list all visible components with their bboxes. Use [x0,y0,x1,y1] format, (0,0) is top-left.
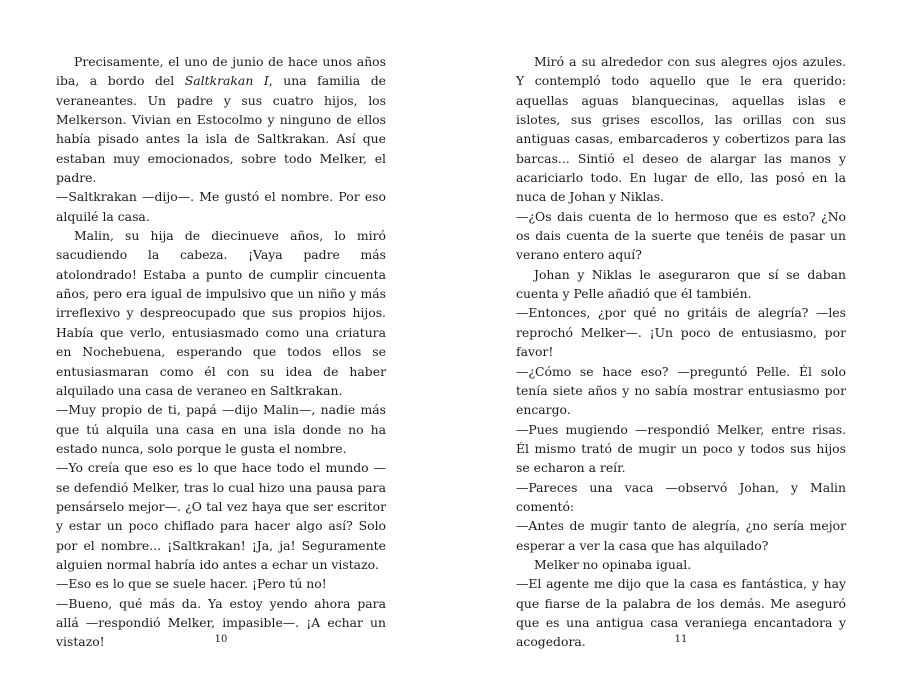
paragraph: —Bueno, qué más da. Ya estoy yendo ahora para allá —respondió Melker, impasible—. ¡A echar un vistazo! [56,595,386,650]
paragraph: Melker no opinaba igual. [534,556,692,572]
page-number-right: 11 [674,634,688,645]
paragraph: —El agente me dijo que la casa es fantástica, y hay que fiarse de la palabra de los demás. Me aseguró que es una antigua casa veraniega encantadora y acogedora. [516,576,846,650]
right-page [516,52,846,652]
paragraph: —Antes de mugir tanto de alegría, ¿no sería mejor esperar a ver la casa que has alquilado? [516,518,846,553]
paragraph: —Pues mugiendo —respondió Melker, entre risas. Él mismo trató de mugir un poco y todos sus hijos se echaron a reír. [516,421,846,476]
paragraph: —¿Os dais cuenta de lo hermoso que es esto? ¿No os dais cuenta de la suerte que tenéis de pasar un verano entero aquí? [516,208,846,263]
paragraph: Miró a su alrededor con sus alegres ojos azules. Y contempló todo aquello que le era querido: aquellas aguas blanquecinas, aquellas islas e islotes, sus grises escollos, las orillas con sus antiguas casas, embarcaderos y cobertizos para las barcas... Sintió el deseo de alargar las manos y acariciarlo todo. En lugar de ello, las posó en la nuca de Johan y Niklas. [516,54,846,205]
paragraph: Johan y Niklas le aseguraron que sí se daban cuenta y Pelle añadió que él también. [516,266,846,302]
ship-name: Saltkrakan I [184,73,269,89]
paragraph: —Eso es lo que se suele hacer. ¡Pero tú no! [56,576,327,592]
paragraph: —Entonces, ¿por qué no gritáis de alegría? —les reprochó Melker—. ¡Un poco de entusiasmo, por favor! [516,305,846,360]
paragraph: Precisamente, el uno de junio de hace unos años iba, a bordo del Saltkrakan I, una familia de veraneantes. Un padre y sus cuatro hijos, los Melkerson. Vivian en Estocolmo y ninguno de ellos había pisado antes la isla de Saltkrakan. Así que estaban muy emocionados, sobre todo Melker, el padre. [56,54,386,186]
paragraph: —Pareces una vaca —observó Johan, y Malin comentó: [516,479,846,514]
left-page [56,52,386,652]
paragraph: —Saltkrakan —dijo—. Me gustó el nombre. Por eso alquilé la casa. [56,189,386,224]
paragraph: —Yo creía que eso es lo que hace todo el mundo —se defendió Melker, tras lo cual hizo una pausa para pensárselo mejor—. ¿O tal vez haya que ser escritor y estar un poco chiflado para hacer algo así? Solo por el nombre... ¡Saltkrakan! ¡Ja, ja! Seguramente alguien normal habría ido antes a echar un vistazo. [56,460,386,572]
paragraph: —¿Cómo se hace eso? —preguntó Pelle. Él solo tenía siete años y no sabía mostrar entusiasmo por encargo. [516,363,846,418]
paragraph: Malin, su hija de diecinueve años, lo miró sacudiendo la cabeza. ¡Vaya padre más atolondrado! Estaba a punto de cumplir cincuenta años, pero era igual de impulsivo que un niño y más irreflexivo y despreocupado que sus propios hijos. Había que verlo, entusiasmado como una criatura en Nochebuena, esperando que todos ellos se entusiasmaran como él con su idea de haber alquilado una casa de veraneo en Saltkrakan. [56,228,386,398]
page-number-left: 10 [214,634,228,645]
paragraph: —Muy propio de ti, papá —dijo Malin—, nadie más que tú alquila una casa en una isla donde no ha estado nunca, solo porque le gusta el nombre. [56,402,386,456]
